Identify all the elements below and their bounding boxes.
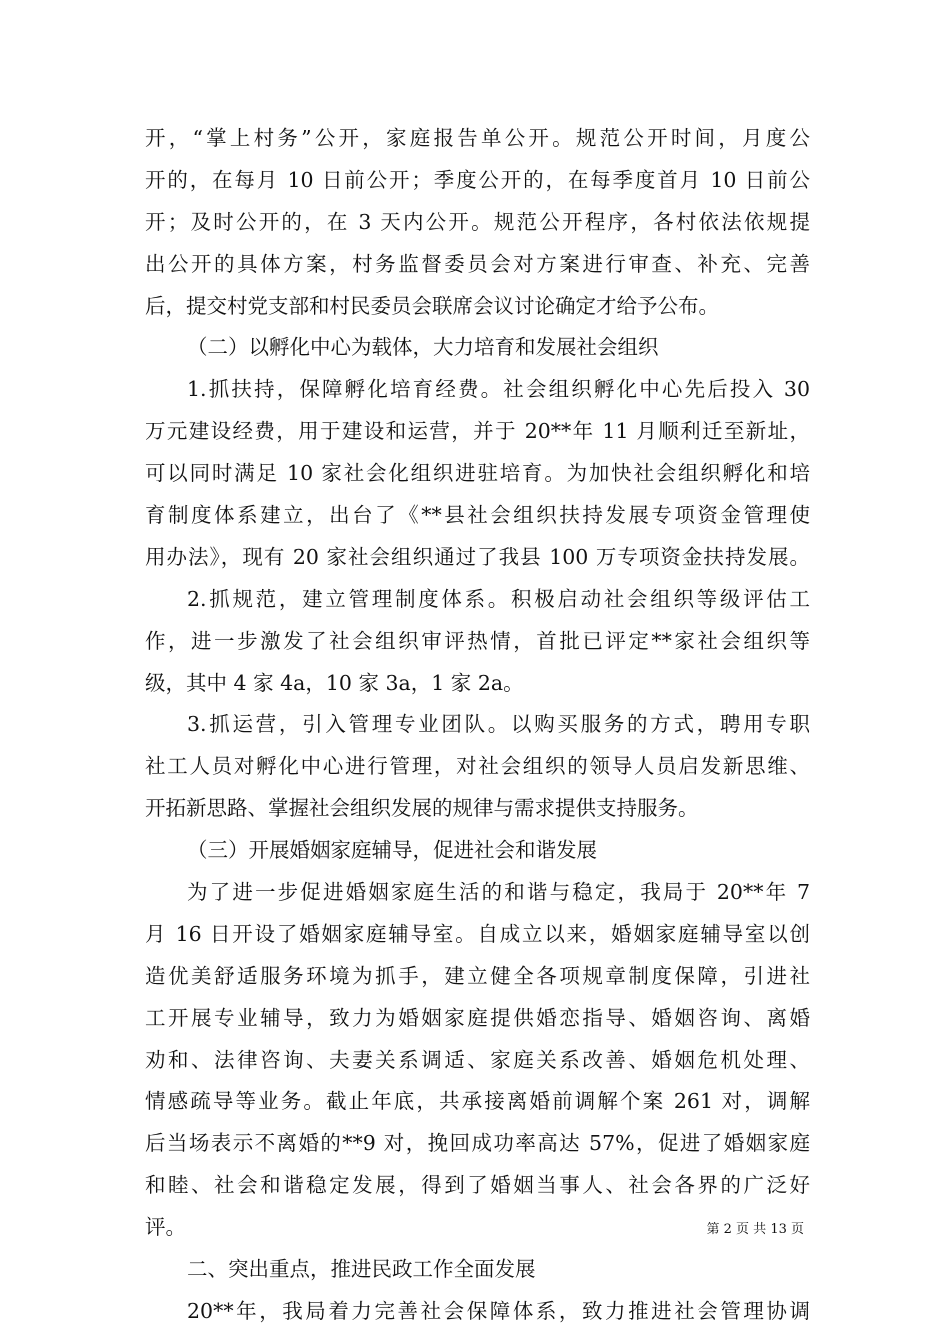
text-line-8: 万元建设经费，用于建设和运营，并于 20**年 11 月顺利迁至新址， bbox=[145, 419, 810, 444]
document-body bbox=[145, 118, 810, 1333]
text-line-22: 工开展专业辅导，致力为婚姻家庭提供婚恋指导、婚姻咨询、离婚 bbox=[145, 1005, 810, 1030]
text-line-9: 可以同时满足 10 家社会化组织进驻培育。为加快社会组织孵化和培 bbox=[145, 461, 810, 486]
text-line-23: 劝和、法律咨询、夫妻关系调适、家庭关系改善、婚姻危机处理、 bbox=[145, 1047, 810, 1072]
page-number-footer: 第 2 页 共 13 页 bbox=[706, 1222, 804, 1237]
text-line-15: 3.抓运营，引入管理专业团队。以购买服务的方式，聘用专职 bbox=[187, 712, 810, 737]
section-heading-major-2: 二、突出重点，推进民政工作全面发展 bbox=[187, 1257, 536, 1282]
text-line-10: 育制度体系建立，出台了《**县社会组织扶持发展专项资金管理使 bbox=[145, 503, 810, 528]
text-line-1: 开，“掌上村务”公开，家庭报告单公开。规范公开时间，月度公 bbox=[145, 126, 810, 150]
text-line-11: 用办法》，现有 20 家社会组织通过了我县 100 万专项资金扶持发展。 bbox=[145, 544, 810, 569]
text-line-17: 开拓新思路、掌握社会组织发展的规律与需求提供支持服务。 bbox=[145, 796, 699, 821]
section-heading-3: （三）开展婚姻家庭辅导，促进社会和谐发展 bbox=[187, 838, 597, 863]
text-line-25: 后当场表示不离婚的**9 对，挽回成功率高达 57%，促进了婚姻家庭 bbox=[145, 1131, 810, 1156]
text-line-12: 2.抓规范，建立管理制度体系。积极启动社会组织等级评估工 bbox=[187, 586, 810, 611]
text-line-21: 造优美舒适服务环境为抓手，建立健全各项规章制度保障，引进社 bbox=[145, 963, 810, 988]
text-line-24: 情感疏导等业务。截止年底，共承接离婚前调解个案 261 对，调解 bbox=[145, 1089, 810, 1114]
text-line-29: 20**年，我局着力完善社会保障体系，致力推进社会管理协调 bbox=[187, 1298, 810, 1323]
text-line-2: 开的，在每月 10 日前公开；季度公开的，在每季度首月 10 日前公 bbox=[145, 167, 810, 192]
text-line-3: 开；及时公开的，在 3 天内公开。规范公开程序，各村依法依规提 bbox=[145, 209, 810, 234]
text-line-26: 和睦、社会和谐稳定发展，得到了婚姻当事人、社会各界的广泛好 bbox=[145, 1173, 810, 1198]
text-line-7: 1.抓扶持，保障孵化培育经费。社会组织孵化中心先后投入 30 bbox=[187, 377, 810, 402]
text-line-20: 月 16 日开设了婚姻家庭辅导室。自成立以来，婚姻家庭辅导室以创 bbox=[145, 921, 810, 946]
section-heading-2: （二）以孵化中心为载体，大力培育和发展社会组织 bbox=[187, 335, 659, 360]
text-line-13: 作，进一步激发了社会组织审评热情，首批已评定**家社会组织等 bbox=[145, 628, 810, 653]
text-line-14: 级，其中 4 家 4a，10 家 3a，1 家 2a。 bbox=[145, 670, 524, 695]
text-line-16: 社工人员对孵化中心进行管理，对社会组织的领导人员启发新思维、 bbox=[145, 754, 810, 779]
text-line-19: 为了进一步促进婚姻家庭生活的和谐与稳定，我局于 20**年 7 bbox=[187, 880, 810, 905]
text-line-27: 评。 bbox=[145, 1215, 186, 1240]
text-line-5: 后，提交村党支部和村民委员会联席会议讨论确定才给予公布。 bbox=[145, 293, 719, 318]
text-line-4: 出公开的具体方案，村务监督委员会对方案进行审查、补充、完善 bbox=[145, 251, 810, 276]
